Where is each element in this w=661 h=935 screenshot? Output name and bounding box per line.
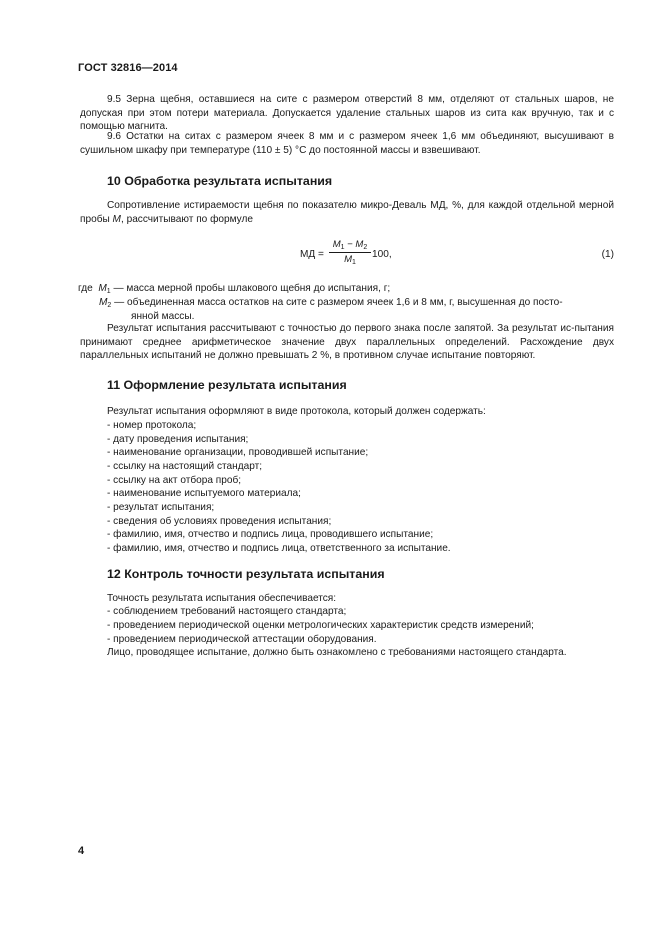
formula-multiplier: 100, — [372, 249, 392, 260]
list-item: - номер протокола; — [107, 420, 197, 431]
list-item: - наименование испытуемого материала; — [107, 488, 301, 499]
formula-fraction — [329, 239, 371, 266]
list-item: - ссылку на настоящий стандарт; — [107, 461, 263, 472]
list-item: - наименование организации, проводившей испытание; — [107, 447, 369, 458]
paragraph-9-5: 9.5 Зерна щебня, оставшиеся на сите с размером отверстий 8 мм, отделяют от стальных шаров, не допуская при этом потери материала. Допускается удаление стальных шаров из сита как вручную, так и с помощью магнита. — [80, 94, 614, 133]
variable-definition-m2: $М_2$ — объединенная масса остатков на сите с размером ячеек 1,6 и 8 мм, г, высушенная до посто- — [99, 297, 563, 309]
document-header: ГОСТ 32816—2014 — [78, 62, 178, 74]
variable-definition-m1: где $М_1$ — масса мерной пробы шлакового щебня до испытания, г; — [78, 283, 391, 295]
variable-m: М — [112, 213, 121, 225]
list-item: - фамилию, имя, отчество и подпись лица, ответственного за испытание. — [107, 543, 451, 554]
fraction-bar — [329, 252, 371, 253]
section-10-title: 10 Обработка результата испытания — [107, 174, 333, 188]
list-item: - проведением периодической аттестации оборудования. — [107, 634, 377, 645]
list-item: - ссылку на акт отбора проб; — [107, 475, 242, 486]
section-12-closing: Лицо, проводящее испытание, должно быть ознакомлено с требованиями настоящего стандарта. — [107, 647, 567, 658]
section-12-intro: Точность результата испытания обеспечивается: — [107, 593, 337, 604]
section-11-title: 11 Оформление результата испытания — [107, 378, 347, 392]
list-item: - результат испытания; — [107, 502, 215, 513]
formula-denominator: $М_1$ — [344, 254, 356, 266]
list-item: - соблюдением требований настоящего стандарта; — [107, 606, 347, 617]
list-item: - сведения об условиях проведения испытания; — [107, 516, 332, 527]
section-12-title: 12 Контроль точности результата испытания — [107, 567, 385, 581]
result-calculation-paragraph: Результат испытания рассчитывают с точностью до первого знака после запятой. За результат ис-пытания принимают среднее арифметическое значение двух параллельных определений. Расхождение двух параллельных испытаний не должно превышать 2 %, в противном случае испытание повторяют. — [80, 323, 614, 362]
paragraph-9-6: 9.6 Остатки на ситах с размером ячеек 8 мм и с размером ячеек 1,6 мм объединяют, высушивают в сушильном шкафу при температуре (110 ± 5) °С до постоянной массы и взвешивают. — [80, 131, 614, 156]
list-item: - фамилию, имя, отчество и подпись лица, проводившего испытание; — [107, 529, 434, 540]
variable-definition-m2-cont: янной массы. — [131, 311, 195, 322]
section-10-intro: Сопротивление истираемости щебня по показателю микро-Деваль МД, %, для каждой отдельной мерной пробы М, рассчитывают по формуле — [80, 200, 614, 225]
page-number: 4 — [78, 845, 85, 857]
section-11-intro: Результат испытания оформляют в виде протокола, который должен содержать: — [107, 406, 486, 417]
formula-numerator: $М_1 - М_2$ — [332, 239, 368, 251]
equation-number: (1) — [601, 249, 614, 260]
list-item: - проведением периодической оценки метрологических характеристик средств измерений; — [107, 620, 534, 631]
list-item: - дату проведения испытания; — [107, 434, 249, 445]
formula-lhs: МД = — [300, 249, 324, 260]
formula-1 — [300, 239, 614, 274]
